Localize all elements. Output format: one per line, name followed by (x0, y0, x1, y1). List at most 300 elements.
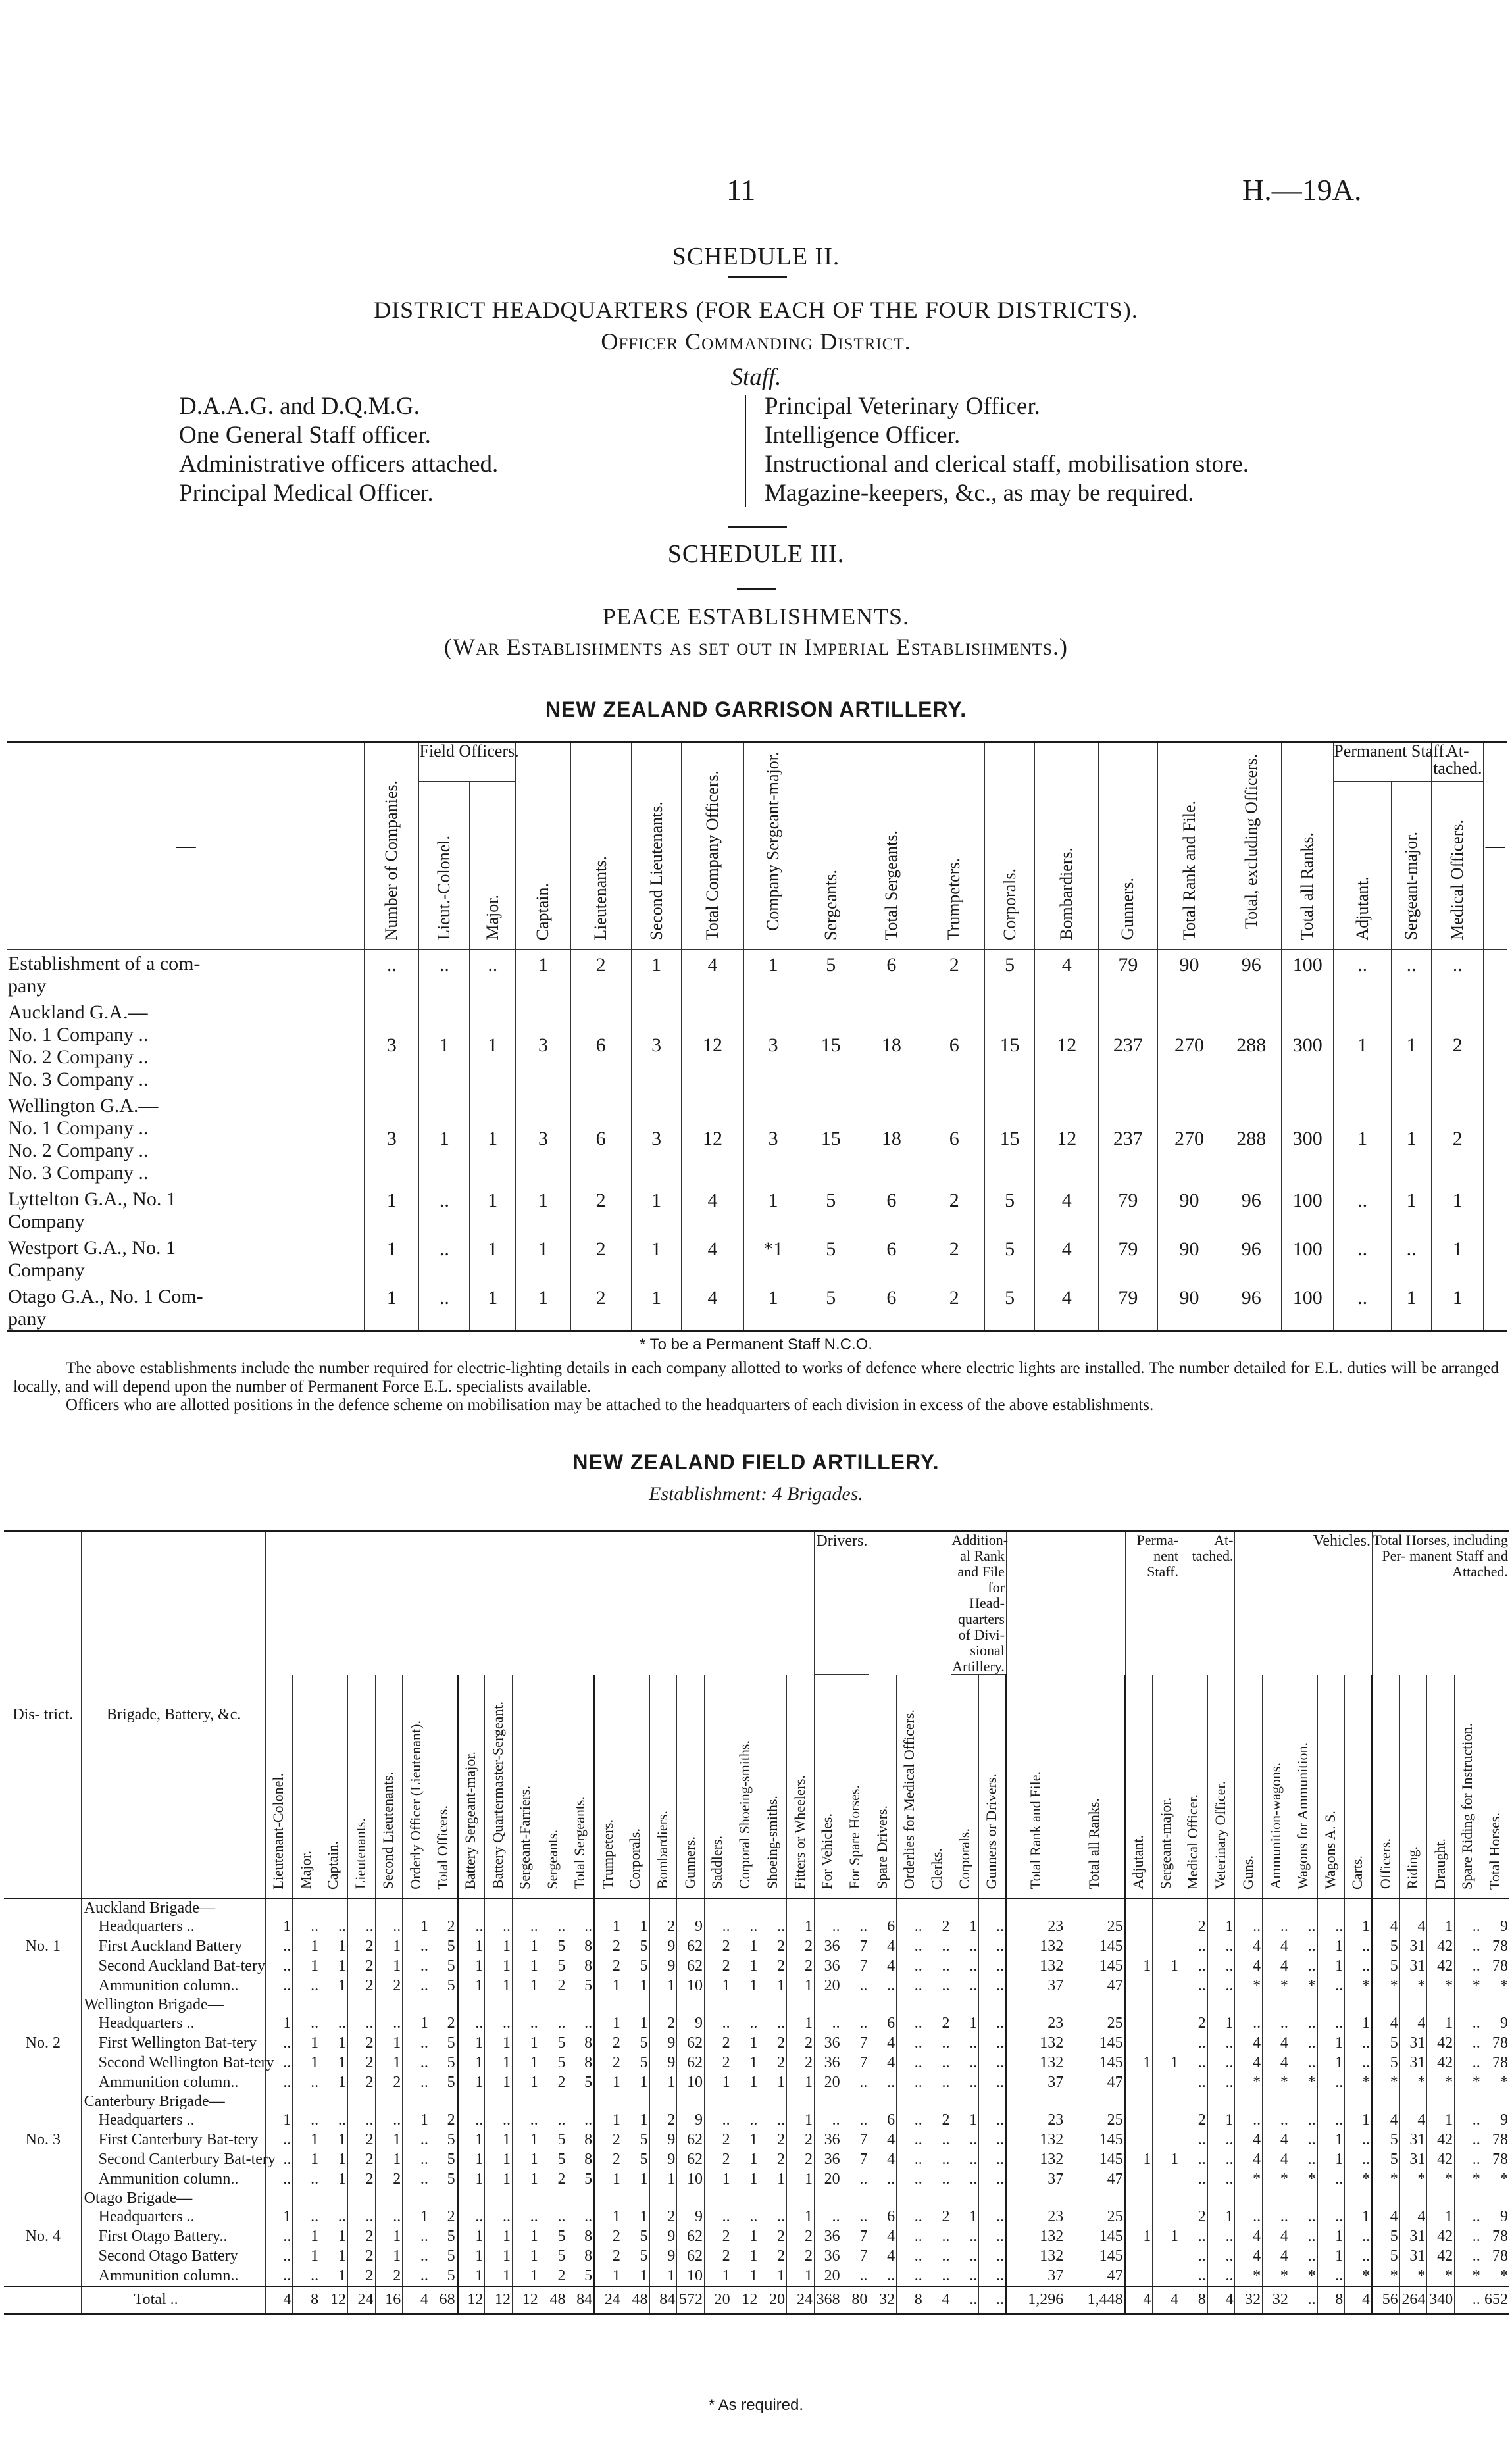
table-cell: 5 (803, 1283, 859, 1332)
table-cell: .. (759, 2014, 787, 2034)
table-cell: 4 (869, 1937, 897, 1957)
row-label: Second Otago Battery (81, 2247, 265, 2267)
table-cell: 5 (567, 2073, 595, 2093)
table-cell (1180, 1996, 1208, 2014)
table-cell: .. (265, 2053, 293, 2073)
table-cell: 1 (1207, 2014, 1235, 2034)
table-cell: 4 (1263, 2053, 1290, 2073)
table-cell: .. (1290, 2150, 1317, 2170)
table-cell: 5 (984, 1186, 1035, 1234)
total-cell: .. (1290, 2286, 1317, 2314)
table-cell: .. (1235, 2207, 1263, 2227)
table-cell: 1 (375, 2227, 403, 2247)
column-header: Total, excluding Officers. (1221, 742, 1282, 950)
table-cell: 1 (1345, 2207, 1373, 2227)
table-cell: 1 (320, 2053, 348, 2073)
table-cell: 2 (595, 2034, 622, 2053)
table-cell: .. (293, 1917, 320, 1937)
table-cell: .. (1207, 2247, 1235, 2267)
garrison-footnote: * To be a Permanent Staff N.C.O. (640, 1336, 872, 1353)
stub-header: — (176, 835, 196, 857)
table-cell: .. (1263, 2014, 1290, 2034)
schedule-3-subheading: (War Establishments as set out in Imperial Establishments.) (444, 634, 1068, 660)
table-cell: 8 (567, 2247, 595, 2267)
table-cell: 4 (1263, 2034, 1290, 2053)
table-cell (1153, 2111, 1180, 2130)
table-cell: .. (567, 1917, 595, 1937)
table-cell: 4 (1399, 2111, 1427, 2130)
schedule-3-heading: PEACE ESTABLISHMENTS. (602, 603, 910, 630)
table-cell: 1 (513, 1976, 540, 1996)
table-cell: 5 (430, 2247, 457, 2267)
table-cell: 1 (457, 2170, 485, 2190)
table-cell: .. (513, 1917, 540, 1937)
table-cell (1153, 1996, 1180, 2014)
table-cell (1399, 2093, 1427, 2111)
table-cell: 62 (677, 2034, 705, 2053)
table-cell: 96 (1221, 1234, 1282, 1283)
column-header: Orderlies for Medical Officers. (897, 1675, 924, 1899)
table-cell: 42 (1427, 1957, 1455, 1976)
table-cell: 9 (1482, 1917, 1509, 1937)
table-cell: .. (265, 2267, 293, 2286)
table-cell (979, 1899, 1007, 1917)
table-cell: 1 (457, 1937, 485, 1957)
table-cell: .. (1207, 2267, 1235, 2286)
table-cell: 6 (924, 999, 984, 1092)
table-cell-empty (1484, 950, 1507, 999)
table-cell: .. (1207, 1957, 1235, 1976)
table-cell: 1 (1432, 1186, 1484, 1234)
district-cell: No. 4 (25, 2228, 61, 2245)
table-cell: 1 (732, 2150, 759, 2170)
column-header: Guns. (1235, 1675, 1263, 1899)
table-cell: .. (951, 2267, 979, 2286)
table-cell: 47 (1065, 2170, 1125, 2190)
table-row (4, 2130, 1509, 2150)
group-header-additional: Addition- al Rank and File for Head- quarters of Divi- sional Artillery. (951, 1532, 1009, 1674)
table-cell: 1 (365, 1186, 419, 1234)
table-cell: .. (897, 1917, 924, 1937)
table-cell (1317, 2093, 1345, 2111)
table-cell: .. (924, 2227, 951, 2247)
table-cell: .. (897, 2073, 924, 2093)
column-header: For Spare Horses. (842, 1675, 869, 1899)
table-cell: 1 (470, 999, 516, 1092)
table-cell: 6 (869, 2111, 897, 2130)
table-cell: 1 (457, 2034, 485, 2053)
table-cell: 1 (516, 1283, 570, 1332)
total-cell: 32 (1263, 2286, 1290, 2314)
column-header: Medical Officer. (1180, 1675, 1208, 1899)
table-cell: * (1455, 2170, 1482, 2190)
table-cell: 2 (540, 2267, 567, 2286)
table-cell (540, 1899, 567, 1917)
table-cell: .. (979, 2073, 1007, 2093)
table-cell: 1 (622, 1976, 649, 1996)
table-cell: .. (924, 1937, 951, 1957)
table-cell: 1 (403, 2014, 430, 2034)
table-cell: .. (1207, 2150, 1235, 2170)
table-row (4, 2093, 1509, 2111)
table-cell (951, 2190, 979, 2207)
column-header: Lieutenants. (347, 1675, 375, 1899)
table-row (7, 999, 1507, 1092)
table-cell (485, 2190, 513, 2207)
table-cell: 79 (1098, 1283, 1157, 1332)
table-cell: 6 (869, 2014, 897, 2034)
table-cell (347, 2190, 375, 2207)
table-cell: 42 (1427, 2053, 1455, 2073)
table-cell: 1 (513, 2227, 540, 2247)
table-cell: 1 (457, 2130, 485, 2150)
table-cell: 6 (859, 1186, 924, 1234)
table-cell: 132 (1006, 2034, 1065, 2053)
table-cell: 1 (649, 2073, 677, 2093)
table-cell: 9 (677, 1917, 705, 1937)
column-header: Major. (470, 782, 516, 950)
table-cell: .. (293, 1976, 320, 1996)
table-cell: 6 (924, 1092, 984, 1186)
table-cell: .. (897, 2227, 924, 2247)
table-cell: 2 (1180, 2207, 1208, 2227)
table-cell: 6 (869, 1917, 897, 1937)
table-cell: .. (869, 2073, 897, 2093)
table-cell: 9 (1482, 2111, 1509, 2130)
table-cell: .. (924, 2150, 951, 2170)
table-cell (567, 1996, 595, 2014)
table-cell: .. (1207, 2130, 1235, 2150)
table-cell: 3 (516, 1092, 570, 1186)
table-cell: 4 (1235, 2130, 1263, 2150)
table-cell (1065, 1899, 1125, 1917)
table-cell (897, 2093, 924, 2111)
table-cell: 31 (1399, 2227, 1427, 2247)
table-cell: .. (1317, 2014, 1345, 2034)
table-cell: 5 (430, 2130, 457, 2150)
total-cell: 652 (1482, 2286, 1509, 2314)
district-cell (4, 2150, 81, 2170)
table-cell (1207, 1996, 1235, 2014)
table-cell (567, 2190, 595, 2207)
table-cell: 9 (649, 2227, 677, 2247)
table-cell: * (1482, 2170, 1509, 2190)
table-cell: * (1235, 2073, 1263, 2093)
table-cell: .. (979, 2014, 1007, 2034)
table-cell: .. (1263, 1917, 1290, 1937)
table-cell: * (1290, 2267, 1317, 2286)
column-header: Corporal Shoeing-smiths. (732, 1675, 759, 1899)
table-cell: * (1263, 2170, 1290, 2190)
table-cell: 5 (1372, 2150, 1399, 2170)
row-label: Headquarters .. (81, 1917, 265, 1937)
table-cell (1290, 2190, 1317, 2207)
table-cell: 300 (1282, 1092, 1334, 1186)
table-cell: 42 (1427, 2130, 1455, 2150)
column-header: Gunners or Drivers. (979, 1675, 1007, 1899)
table-cell: .. (265, 2130, 293, 2150)
table-cell: .. (1391, 950, 1431, 999)
table-cell: 9 (1482, 2014, 1509, 2034)
group-header-horses: Total Horses, including Per- manent Staff and Attached. (1372, 1532, 1509, 1675)
table-cell (513, 2093, 540, 2111)
table-cell: 1 (1391, 999, 1431, 1092)
table-cell: * (1372, 2170, 1399, 2190)
table-cell: .. (403, 1957, 430, 1976)
table-cell: 2 (347, 2247, 375, 2267)
table-cell: 18 (859, 999, 924, 1092)
table-cell (430, 2093, 457, 2111)
table-cell: .. (1180, 1937, 1208, 1957)
table-cell: 2 (924, 1283, 984, 1332)
table-cell: .. (419, 1234, 470, 1283)
garrison-title: NEW ZEALAND GARRISON ARTILLERY. (545, 697, 967, 721)
table-cell: 5 (803, 1186, 859, 1234)
column-header: Orderly Officer (Lieutenant). (403, 1675, 430, 1899)
table-cell: 79 (1098, 950, 1157, 999)
table-cell: 2 (430, 1917, 457, 1937)
table-cell: 5 (430, 2267, 457, 2286)
table-cell (265, 1996, 293, 2014)
table-cell: 237 (1098, 999, 1157, 1092)
table-cell: .. (869, 1976, 897, 1996)
column-header: Lieut.-Colonel. (419, 782, 470, 950)
table-cell: 1 (419, 1092, 470, 1186)
table-cell: 4 (1235, 2053, 1263, 2073)
table-cell (1207, 1899, 1235, 1917)
table-cell: 9 (677, 2111, 705, 2130)
table-cell: 2 (924, 2111, 951, 2130)
table-cell: .. (979, 2130, 1007, 2150)
table-cell: 2 (759, 2053, 787, 2073)
table-cell (649, 2190, 677, 2207)
header-spacer (1006, 1532, 1125, 1675)
table-cell-empty (1484, 1283, 1507, 1332)
table-cell: 132 (1006, 2130, 1065, 2150)
district-cell (4, 2190, 81, 2207)
table-cell: * (1372, 1976, 1399, 1996)
table-cell (1372, 2093, 1399, 2111)
table-cell: 1 (375, 2247, 403, 2267)
table-cell (1235, 1899, 1263, 1917)
table-cell: 5 (622, 2150, 649, 2170)
table-cell: .. (1345, 2053, 1373, 2073)
table-cell: .. (869, 2170, 897, 2190)
table-cell: .. (375, 2207, 403, 2227)
column-header: Gunners. (1098, 742, 1157, 950)
table-cell: 1 (787, 1976, 815, 1996)
table-cell (1235, 1996, 1263, 2014)
row-label: Ammunition column.. (81, 1976, 265, 1996)
table-cell: 1 (1125, 2053, 1153, 2073)
table-cell: .. (320, 2014, 348, 2034)
table-cell: 5 (540, 2053, 567, 2073)
table-cell: 1 (320, 1937, 348, 1957)
table-cell: 2 (704, 2150, 732, 2170)
table-cell: 5 (540, 2130, 567, 2150)
table-cell: .. (265, 1957, 293, 1976)
table-cell: 1 (1153, 2227, 1180, 2247)
table-cell: .. (540, 2207, 567, 2227)
table-cell (1125, 1917, 1153, 1937)
table-cell: 2 (649, 2111, 677, 2130)
table-cell: 1 (1125, 1957, 1153, 1976)
table-cell: 145 (1065, 2247, 1125, 2267)
table-cell: .. (1207, 2073, 1235, 2093)
table-cell: 9 (649, 2150, 677, 2170)
table-cell: 1 (320, 2247, 348, 2267)
table-cell: 1 (320, 1957, 348, 1976)
table-cell: 37 (1006, 2170, 1065, 2190)
table-cell: 100 (1282, 1186, 1334, 1234)
table-cell: .. (403, 1937, 430, 1957)
table-cell: 132 (1006, 2227, 1065, 2247)
table-cell: 90 (1157, 1283, 1221, 1332)
table-cell (677, 2093, 705, 2111)
table-cell: 4 (682, 1186, 743, 1234)
total-label: Total .. (81, 2286, 265, 2314)
table-cell: .. (897, 2267, 924, 2286)
table-cell: 15 (803, 999, 859, 1092)
table-cell: 1 (1427, 1917, 1455, 1937)
table-cell: .. (979, 1957, 1007, 1976)
table-cell (1180, 1899, 1208, 1917)
table-cell: .. (347, 2111, 375, 2130)
table-cell: .. (979, 2111, 1007, 2130)
table-cell: 1 (513, 2267, 540, 2286)
row-label: Second Wellington Bat-tery (81, 2053, 265, 2073)
table-cell: 1 (457, 2247, 485, 2267)
column-header: Spare Drivers. (869, 1675, 897, 1899)
table-cell: * (1482, 1976, 1509, 1996)
table-cell: 9 (649, 2247, 677, 2267)
table-cell: 5 (803, 1234, 859, 1283)
district-cell (4, 1899, 81, 1917)
row-label-line: Auckland G.A.— (8, 1001, 148, 1023)
group-header-attached: At- tached. (1180, 1532, 1235, 1675)
table-cell (595, 2190, 622, 2207)
table-cell (814, 1996, 842, 2014)
table-cell: 23 (1006, 2207, 1065, 2227)
table-cell: 2 (787, 1957, 815, 1976)
row-label: First Canterbury Bat-tery (81, 2130, 265, 2150)
table-cell: 8 (567, 2150, 595, 2170)
table-cell: .. (1455, 2207, 1482, 2227)
table-cell: 2 (375, 2073, 403, 2093)
row-label-line: No. 2 Company .. (8, 1045, 149, 1068)
table-cell: 5 (540, 1937, 567, 1957)
table-cell: .. (403, 2227, 430, 2247)
table-cell: .. (265, 2227, 293, 2247)
table-cell: 1 (470, 1234, 516, 1283)
table-cell (924, 2093, 951, 2111)
table-cell: 4 (1235, 1957, 1263, 1976)
table-cell: 4 (1035, 950, 1098, 999)
table-cell (1125, 1976, 1153, 1996)
total-cell: 12 (732, 2286, 759, 2314)
table-cell (1455, 1996, 1482, 2014)
table-cell: 2 (347, 2150, 375, 2170)
table-cell (1399, 2190, 1427, 2207)
table-cell: .. (1334, 1234, 1392, 1283)
table-cell: .. (924, 1957, 951, 1976)
row-label-line: No. 3 Company .. (8, 1068, 149, 1090)
table-cell: 1 (365, 1234, 419, 1283)
table-cell: 1 (485, 2227, 513, 2247)
table-cell: 1 (704, 1976, 732, 1996)
table-cell: 1 (595, 2073, 622, 2093)
row-label: Second Canterbury Bat-tery (81, 2150, 265, 2170)
column-header: Shoeing-smiths. (759, 1675, 787, 1899)
table-cell (869, 1996, 897, 2014)
row-label: First Wellington Bat-tery (81, 2034, 265, 2053)
district-cell (4, 2286, 81, 2314)
table-cell: 4 (1235, 2150, 1263, 2170)
total-cell: 4 (1207, 2286, 1235, 2314)
table-cell: 2 (1180, 1917, 1208, 1937)
table-cell: 7 (842, 2130, 869, 2150)
table-cell: * (1263, 2267, 1290, 2286)
table-cell: 1 (457, 2227, 485, 2247)
table-cell (320, 2093, 348, 2111)
table-cell: 2 (347, 2170, 375, 2190)
table-cell: 1 (365, 1283, 419, 1332)
total-cell: 68 (430, 2286, 457, 2314)
table-cell: 2 (595, 2227, 622, 2247)
table-cell (1153, 2267, 1180, 2286)
district-cell (4, 1957, 81, 1976)
table-cell: .. (347, 1917, 375, 1937)
table-cell: .. (1455, 1937, 1482, 1957)
table-cell (1125, 1899, 1153, 1917)
table-cell (265, 1899, 293, 1917)
column-header: Sergeant-major. (1391, 782, 1431, 950)
row-label-line: Otago G.A., No. 1 Com- (8, 1285, 203, 1307)
table-cell: .. (1180, 2267, 1208, 2286)
table-cell: 1 (320, 2267, 348, 2286)
table-cell (677, 2190, 705, 2207)
table-cell: * (1427, 1976, 1455, 1996)
table-cell: 1 (457, 2267, 485, 2286)
column-header: Wagons A. S. (1317, 1675, 1345, 1899)
table-cell: 4 (1399, 2207, 1427, 2227)
table-cell: .. (979, 2227, 1007, 2247)
table-cell: .. (403, 2034, 430, 2053)
table-cell (1263, 1996, 1290, 2014)
table-cell: 4 (1372, 2111, 1399, 2130)
row-label: Headquarters .. (81, 2111, 265, 2130)
table-cell: .. (403, 2150, 430, 2170)
column-header: Corporals. (984, 742, 1035, 950)
table-cell: .. (513, 2014, 540, 2034)
group-header-attached: At- tached. (1432, 742, 1484, 782)
table-cell: .. (732, 2014, 759, 2034)
table-row (7, 1092, 1507, 1186)
table-cell: 1 (1427, 2111, 1455, 2130)
row-label-line: No. 3 Company .. (8, 1161, 149, 1184)
table-cell (1153, 1917, 1180, 1937)
table-cell: 1 (375, 2034, 403, 2053)
table-cell: 1 (622, 2014, 649, 2034)
table-cell: 2 (1432, 1092, 1484, 1186)
table-cell (1006, 1899, 1065, 1917)
staff-item: Principal Medical Officer. (179, 480, 434, 507)
table-cell: 37 (1006, 2267, 1065, 2286)
table-cell (457, 2190, 485, 2207)
table-cell-empty (1484, 1234, 1507, 1283)
table-cell: 3 (365, 1092, 419, 1186)
table-cell: 31 (1399, 2053, 1427, 2073)
